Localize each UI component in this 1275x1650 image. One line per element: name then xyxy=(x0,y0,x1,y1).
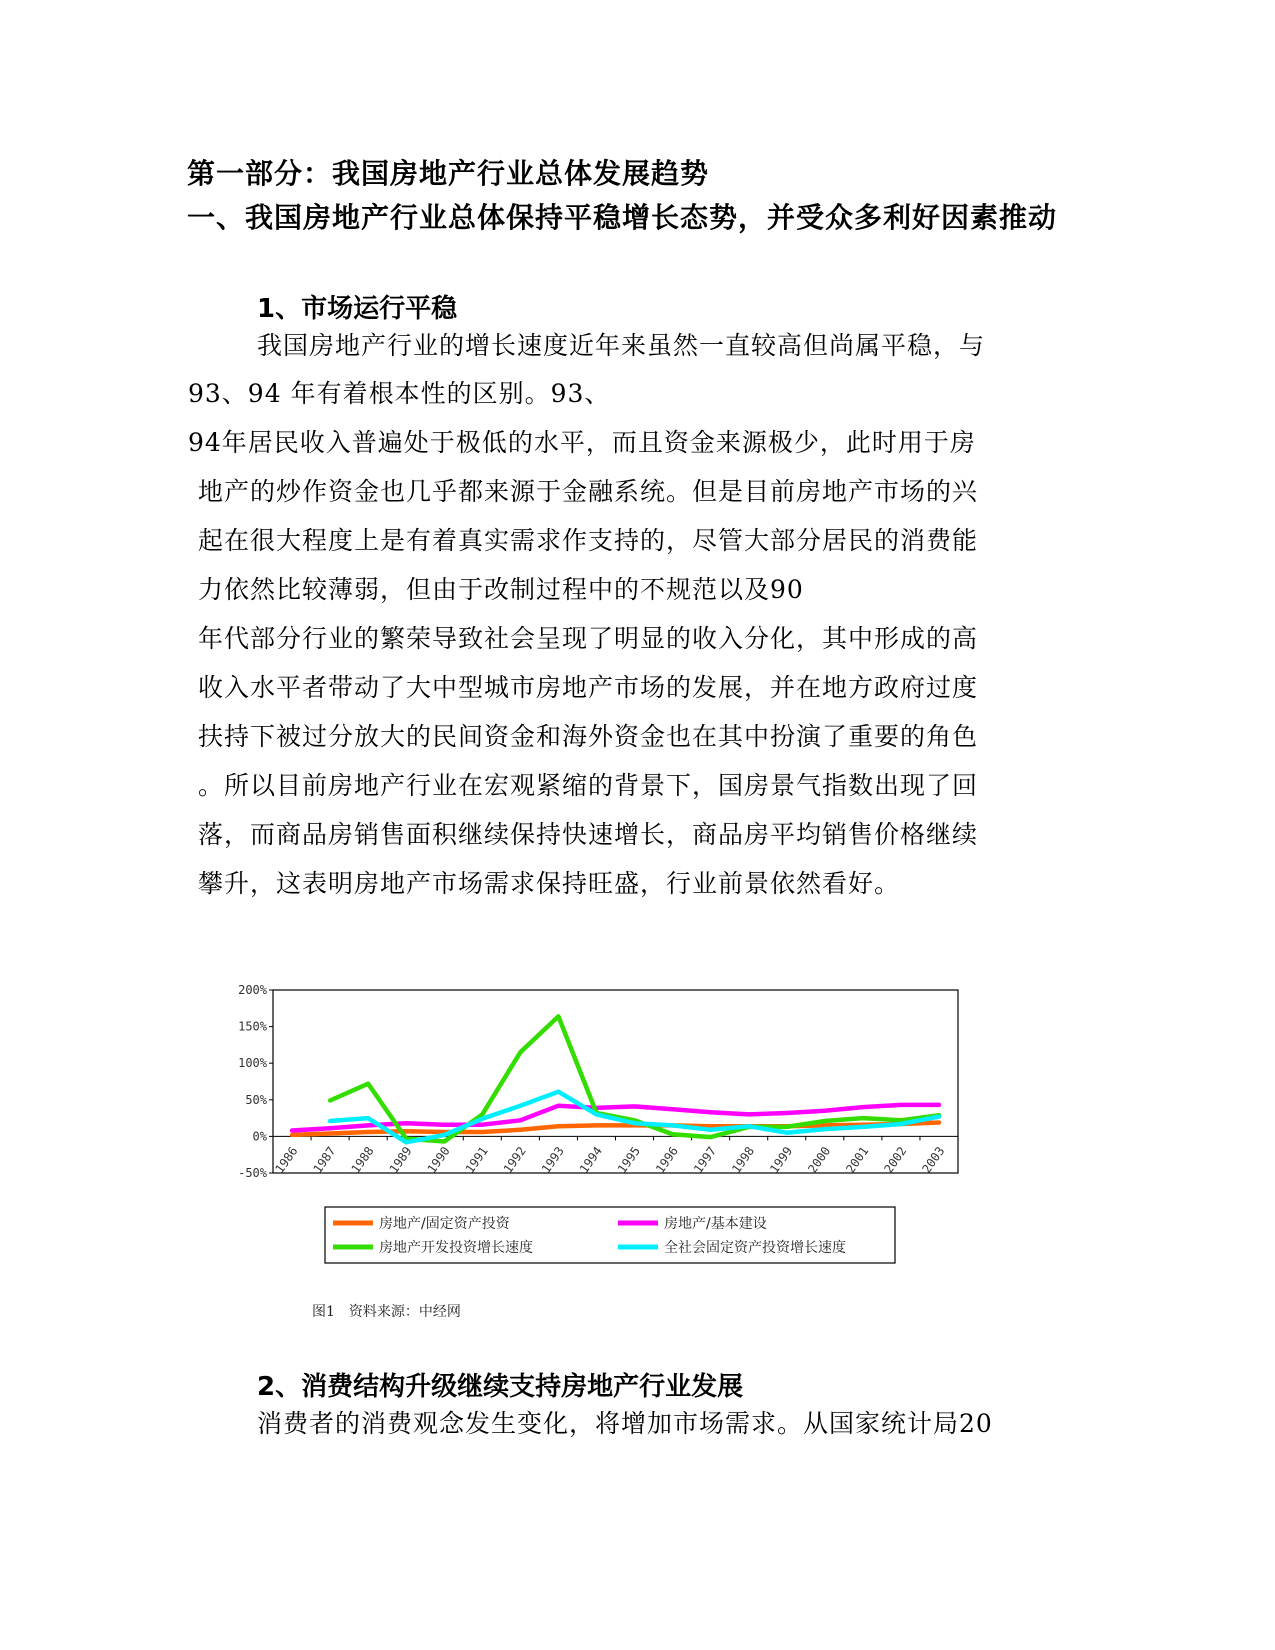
paragraph-consumption-line: 消费者的消费观念发生变化，将增加市场需求。从国家统计局20 xyxy=(257,1409,993,1438)
x-tick-label: 1995 xyxy=(614,1144,643,1176)
line-chart xyxy=(225,975,1025,1285)
x-tick-label: 1997 xyxy=(691,1144,720,1176)
x-tick-label: 1996 xyxy=(652,1144,682,1176)
x-tick-label: 1989 xyxy=(386,1144,415,1176)
x-tick-label: 1987 xyxy=(310,1144,339,1176)
figure-chart xyxy=(225,975,1025,1285)
x-tick-label: 1998 xyxy=(729,1144,758,1176)
paragraph-line: 扶持下被过分放大的民间资金和海外资金也在其中扮演了重要的角色 xyxy=(198,722,979,751)
x-tick-label: 2001 xyxy=(843,1144,872,1176)
subsection-heading-consumption: 2、消费结构升级继续支持房地产行业发展 xyxy=(257,1372,744,1402)
y-tick-label: 100% xyxy=(238,1056,267,1071)
paragraph-line: 攀升，这表明房地产市场需求保持旺盛，行业前景依然看好。 xyxy=(198,869,901,898)
paragraph-line: 起在很大程度上是有着真实需求作支持的，尽管大部分居民的消费能 xyxy=(198,526,979,555)
x-tick-label: 1990 xyxy=(424,1144,453,1176)
y-tick-label: -50% xyxy=(238,1166,267,1180)
x-tick-label: 1991 xyxy=(462,1144,491,1176)
paragraph-line: 地产的炒作资金也几乎都来源于金融系统。但是目前房地产市场的兴 xyxy=(198,477,979,506)
y-tick-label: 200% xyxy=(238,983,267,997)
x-tick-label: 1988 xyxy=(348,1144,377,1176)
x-tick-label: 2003 xyxy=(919,1144,948,1176)
x-tick-label: 2002 xyxy=(881,1144,910,1176)
section-heading: 一、我国房地产行业总体保持平稳增长态势，并受众多利好因素推动 xyxy=(187,201,1058,234)
legend-label: 房地产/基本建设 xyxy=(664,1216,767,1232)
paragraph-line: 落，而商品房销售面积继续保持快速增长，商品房平均销售价格继续 xyxy=(198,820,979,849)
y-tick-label: 0% xyxy=(252,1129,267,1144)
paragraph-line: 收入水平者带动了大中型城市房地产市场的发展，并在地方政府过度 xyxy=(198,673,979,702)
paragraph-line: 力依然比较薄弱，但由于改制过程中的不规范以及90 xyxy=(198,575,804,604)
x-tick-label: 1992 xyxy=(500,1144,529,1176)
y-tick-label: 150% xyxy=(238,1019,267,1034)
paragraph-line: 94年居民收入普遍处于极低的水平，而且资金来源极少，此时用于房 xyxy=(188,428,976,457)
y-tick-label: 50% xyxy=(245,1092,267,1107)
part-heading: 第一部分：我国房地产行业总体发展趋势 xyxy=(187,157,710,190)
paragraph-line: 93、94 年有着根本性的区别。93、 xyxy=(188,379,611,408)
subsection-heading-market: 1、市场运行平稳 xyxy=(257,294,458,324)
figure-caption: 图1 资料来源：中经网 xyxy=(312,1304,461,1320)
x-tick-label: 1999 xyxy=(767,1144,796,1176)
legend-label: 房地产开发投资增长速度 xyxy=(379,1240,533,1256)
plot-area xyxy=(273,990,958,1173)
paragraph-line: 我国房地产行业的增长速度近年来虽然一直较高但尚属平稳，与 xyxy=(257,331,986,360)
paragraph-line: 。所以目前房地产行业在宏观紧缩的背景下，国房景气指数出现了回 xyxy=(198,771,979,800)
legend-label: 房地产/固定资产投资 xyxy=(379,1216,510,1232)
legend-label: 全社会固定资产投资增长速度 xyxy=(664,1240,846,1256)
x-tick-label: 1993 xyxy=(538,1144,567,1176)
paragraph-line: 年代部分行业的繁荣导致社会呈现了明显的收入分化，其中形成的高 xyxy=(198,624,979,653)
x-tick-label: 2000 xyxy=(805,1144,834,1176)
x-tick-label: 1986 xyxy=(272,1144,301,1176)
x-tick-label: 1994 xyxy=(576,1144,605,1176)
